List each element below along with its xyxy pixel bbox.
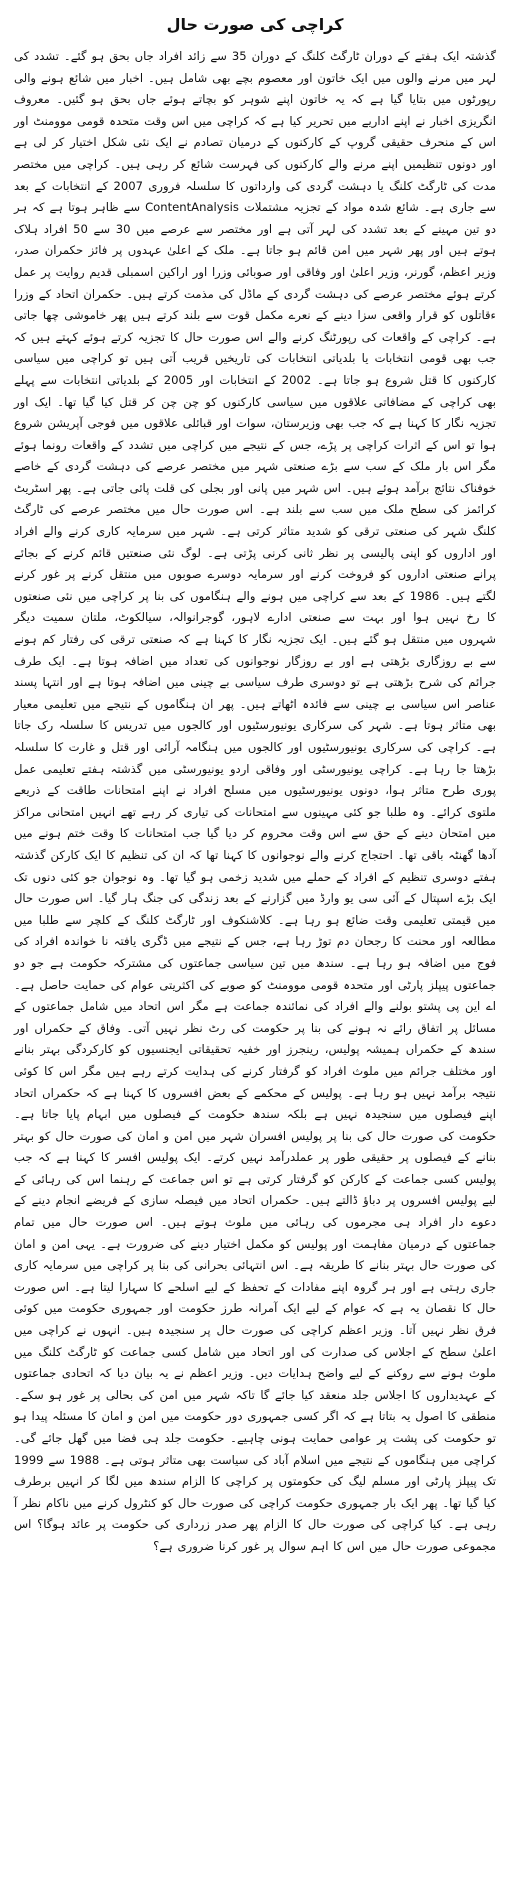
article-title: کراچی کی صورت حال [166, 15, 344, 34]
article-body: گذشتہ ایک ہفتے کے دوران ٹارگٹ کلنگ کے دوران 35 سے زائد افراد جاں بحق ہو گئے۔ تشدد کی لہر میں مرنے والوں میں ایک خاتون اور معصوم بچے بھی شامل ہیں۔ اخبار میں شائع ہونے والی رپورٹوں میں بتایا گیا ہے کہ یہ خاتون اپنے شوہر کو بچاتے ہوئے جاں بحق ہو گئیں۔ معروف انگریزی اخبار نے اپنے اداریے میں تحریر کیا ہے کہ کراچی میں اس وقت متحدہ قومی موومنٹ اور اس کے منحرف حقیقی گروپ کے کارکنوں کے درمیان تصادم نے ایک نئی شکل اختیار کر لی ہے اور دونوں تنظیمیں اپنے مرنے والے کارکنوں کی فہرست شائع کر رہی ہیں۔ کراچی میں مختصر مدت کی ٹارگٹ کلنگ یا دہشت گردی کی وارداتوں کا سلسلہ فروری 2007 کے انتخابات کے بعد سے جاری ہے۔ شائع شدہ مواد کے تجزیہ مشتملات ContentAnalysis سے ظاہر ہوتا ہے کہ ہر دو تین مہینے کے بعد تشدد کی لہر آتی ہے اور مختصر سے عرصے میں 30 سے 50 افراد ہلاک ہوتے ہیں اور پھر شہر میں امن قائم ہو جاتا ہے۔ ملک کے اعلیٰ عہدوں پر فائز حکمران صدر، وزیر اعظم، گورنر، وزیر اعلیٰ اور وفاقی اور صوبائی وزرا اور اراکین اسمبلی قدیم روایت پر عمل کرتے ہوئے مختصر عرصے کی دہشت گردی کے ماڈل کی مذمت کرتے ہیں۔ حکمران اتحاد کے وزرا ءقاتلوں کو قرار واقعی سزا دینے کے نعرے مکمل قوت سے بلند کرتے ہیں پھر خاموشی چھا جاتی ہے۔ کراچی کے واقعات کی رپورٹنگ کرنے والے اس صورت حال کا تجزیہ کرتے ہوئے کہتے ہیں کہ جب بھی قومی انتخابات یا بلدیاتی انتخابات کی تاریخیں قریب آتی ہیں تو کراچی میں سیاسی کارکنوں کا قتل شروع ہو جاتا ہے۔ 2002 کے انتخابات اور 2005 کے بلدیاتی انتخابات سے پہلے بھی کراچی کے مضافاتی علاقوں میں سیاسی کارکنوں کو چن چن کر قتل کیا گیا تھا۔ ایک اور تجزیہ نگار کا کہنا ہے کہ جب بھی وزیرستان، سوات اور قبائلی علاقوں میں فوجی آپریشن شروع ہوا تو اس کے اثرات کراچی پر پڑے، جس کے نتیجے میں کراچی میں تشدد کے واقعات رونما ہوئے مگر اس بار ملک کے سب سے بڑے صنعتی شہر میں مختصر عرصے کی دہشت گردی کے خاصے خوفناک نتائج برآمد ہوئے ہیں۔ اس شہر میں پانی اور بجلی کی قلت پائی جاتی ہے۔ پھر اسٹریٹ کرائمز کی سطح ملک میں سب سے بلند ہے۔ اس صورت حال میں مختصر عرصے کی ٹارگٹ کلنگ شہر کی صنعتی ترقی کو شدید متاثر کرتی ہے۔ شہر میں سرمایہ کاری کرنے والے افراد اور اداروں کو اپنی پالیسی پر نظر ثانی کرنی پڑتی ہے۔ لوگ نئی صنعتیں قائم کرنے کے بجائے پرانے صنعتی اداروں کو فروخت کرنے اور سرمایہ دوسرے صوبوں میں منتقل کرنے پر غور کرنے لگتے ہیں۔ 1986 کے بعد سے کراچی میں ہونے والے ہنگاموں کی بنا پر کراچی میں نئی صنعتوں کا رخ نہیں ہوا اور بہت سے صنعتی ادارے لاہور، گوجرانوالہ، سیالکوٹ، ملتان سمیت دیگر شہروں میں منتقل ہو گئے ہیں۔ ایک تجزیہ نگار کا کہنا ہے کہ صنعتی ترقی کی رفتار کم ہونے سے بے روزگاری بڑھتی ہے اور بے روزگار نوجوانوں کی تعداد میں اضافہ ہوتا ہے۔ ایک طرف جرائم کی شرح بڑھتی ہے تو دوسری طرف سیاسی بے چینی میں اضافہ ہوتا ہے اور انتہا پسند عناصر اس سیاسی بے چینی سے فائدہ اٹھاتے ہیں۔ پھر ان ہنگاموں کے نتیجے میں تعلیمی معیار بھی متاثر ہوتا ہے۔ شہر کی سرکاری یونیورسٹیوں اور کالجوں میں تدریس کا سلسلہ رک جاتا ہے۔ کراچی کی سرکاری یونیورسٹیوں اور کالجوں میں ہنگامہ آرائی اور قتل و غارت کا سلسلہ بڑھتا جا رہا ہے۔ کراچی یونیورسٹی اور وفاقی اردو یونیورسٹی میں گذشتہ ہفتے تعلیمی عمل پوری طرح متاثر ہوا، دونوں یونیورسٹیوں میں مسلح افراد نے اپنے امتحانات طاقت کے ذریعے ملتوی کرائے۔ وہ طلبا جو کئی مہینوں سے امتحانات کی تیاری کر رہے تھے انہیں امتحانی مراکز میں امتحان دینے کے حق سے اس وقت محروم کر دیا گیا جب امتحانات کا وقت ختم ہونے میں آدھا گھنٹہ باقی تھا۔ احتجاج کرنے والے نوجوانوں کا کہنا تھا کہ ان کی تنظیم کا ایک کارکن گذشتہ ہفتے دوسری تنظیم کے افراد کے حملے میں شدید زخمی ہو گیا تھا۔ وہ نوجوان جو کئی دنوں تک ایک بڑے اسپتال کے آئی سی یو وارڈ میں گزارنے کے بعد زندگی کی جنگ ہار گیا۔ اس صورت حال میں قیمتی تعلیمی وقت ضائع ہو رہا ہے۔ کلاشنکوف اور ٹارگٹ کلنگ کے کلچر سے طلبا میں مطالعہ اور محنت کا رجحان دم توڑ رہا ہے، جس کے نتیجے میں ڈگری یافتہ نا خواندہ افراد کی فوج میں اضافہ ہو رہا ہے۔ سندھ میں تین سیاسی جماعتوں کی مشترکہ حکومت ہے جو دو جماعتوں پیپلز پارٹی اور متحدہ قومی موومنٹ کو صوبے کی اکثریتی عوام کی حمایت حاصل ہے۔ اے این پی پشتو بولنے والے افراد کی نمائندہ جماعت ہے مگر اس اتحاد میں شامل جماعتوں کے مسائل پر اتفاق رائے نہ ہونے کی بنا پر حکومت کی رٹ نظر نہیں آتی۔ وفاق کے حکمراں اور سندھ کے حکمراں ہمیشہ پولیس، رینجرز اور خفیہ تحقیقاتی ایجنسیوں کو کارکردگی بہتر بنانے اور مختلف جرائم میں ملوث افراد کو گرفتار کرنے کی ہدایت کرتے رہے ہیں مگر اس کا کوئی نتیجہ برآمد نہیں ہو رہا ہے۔ پولیس کے محکمے کے بعض افسروں کا کہنا ہے کہ حکمراں اتحاد اپنے فیصلوں میں سنجیدہ نہیں ہے بلکہ سندھ حکومت کے فیصلوں میں ابہام پایا جاتا ہے۔ حکومت کی صورت حال کی بنا پر پولیس افسران شہر میں امن و امان کی صورت حال کو بہتر بنانے کے فیصلوں پر حقیقی طور پر عملدرآمد نہیں کرتے۔ ایک پولیس افسر کا کہنا ہے کہ جب پولیس کسی جماعت کے کارکن کو گرفتار کرتی ہے تو اس جماعت کے رہنما اس کی رہائی کے لیے پولیس افسروں پر دباؤ ڈالتے ہیں۔ حکمراں اتحاد میں فیصلہ سازی کے فریضے انجام دینے کے دعوے دار افراد ہی مجرموں کی رہائی میں ملوث ہوتے ہیں۔ اس صورت حال میں تمام جماعتوں کے درمیان مفاہمت اور پولیس کو مکمل اختیار دینے کی ضرورت ہے۔ یہی امن و امان کی صورت حال بہتر بنانے کا طریقہ ہے۔ اس انتہائی بحرانی کی بنا پر کراچی میں سرمایہ کاری جاری رہتی ہے اور ہر گروہ اپنے مفادات کے تحفظ کے لیے اسلحے کا سہارا لیتا ہے۔ اس صورت حال کا نقصان یہ ہے کہ عوام کے لیے ایک آمرانہ طرز حکومت اور جمہوری حکومت میں کوئی فرق نظر نہیں آتا۔ وزیر اعظم کراچی کی صورت حال پر سنجیدہ ہیں۔ انہوں نے کراچی میں اعلیٰ سطح کے اجلاس کی صدارت کی اور اتحاد میں شامل کسی جماعت کو ٹارگٹ کلنگ میں ملوث ہونے سے روکنے کے لیے واضح ہدایات دیں۔ وزیر اعظم نے یہ بیان دیا کہ اتحادی جماعتوں کے عہدیداروں کا اجلاس جلد منعقد کیا جائے گا تاکہ شہر میں امن کی بحالی پر غور ہو سکے۔ منطقی کا اصول یہ بتاتا ہے کہ اگر کسی جمہوری دور حکومت میں امن و امان کا مسئلہ پیدا ہو تو حکومت کی پشت پر عوامی حمایت ہونی چاہیے۔ حکومت جلد ہی فضا میں گھل جائے گی۔ کراچی میں ہنگاموں کے نتیجے میں اسلام آباد کی سیاست بھی متاثر ہوتی ہے۔ 1988 سے 1999 تک پیپلز پارٹی اور مسلم لیگ کی حکومتوں پر کراچی کا الزام سندھ میں لگا کر انہیں برطرف کیا گیا تھا۔ پھر ایک بار جمہوری حکومت کراچی کی صورت حال کو کنٹرول کرنے میں ناکام نظر آ رہی ہے۔ کیا کراچی کی صورت حال کا الزام پھر صدر زرداری کی حکومت پر عائد ہوگا؟ اس مجموعی صورت حال میں اس کا اہم سوال پر غور کرنا ضروری ہے؟ [14, 49, 497, 1553]
